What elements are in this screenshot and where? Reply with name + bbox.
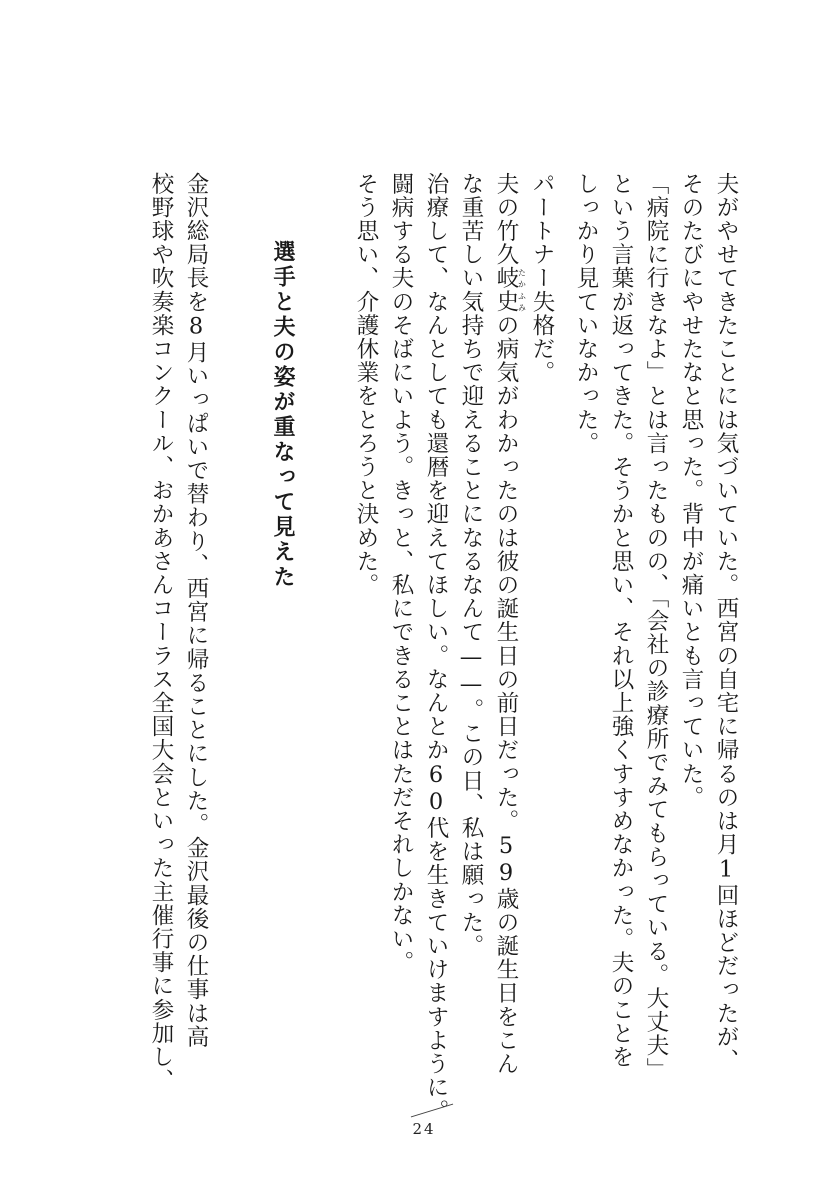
- text-line-6: パートナー失格だ。: [529, 172, 555, 385]
- text-line-13: 校野球や吹奏楽コンクール、おかあさんコーラス全国大会といった主催行事に参加し、: [148, 172, 174, 1093]
- text-line-5: しっかり見ていなかった。: [573, 172, 599, 456]
- text-line-9: 治療して、なんとしても還暦を迎えてほしい。なんとか60代を生きていけますように。: [423, 172, 449, 1123]
- section-heading: 選手と夫の姿が重なって見えた: [270, 240, 295, 590]
- ruby-reading: たかふみ: [517, 266, 527, 314]
- text-line-10: 闘病する夫のそばにいよう。きっと、私にできることはただそれしかない。: [388, 172, 414, 975]
- text-line-2: そのたびにやせたなと思った。背中が痛いとも言っていた。: [678, 172, 704, 810]
- text-line-11: そう思い、介護休業をとろうと決めた。: [353, 172, 379, 597]
- ruby-prefix: 夫の竹久: [493, 172, 519, 267]
- text-line-3: 「病院に行きなよ」とは言ったものの、「会社の診療所でみてもらっている。大丈夫」: [643, 172, 669, 1082]
- text-line-12: 金沢総局長を8月いっぱいで替わり、西宮に帰ることにした。金沢最後の仕事は高: [183, 172, 209, 1049]
- text-line-4: という言葉が返ってきた。そうかと思い、それ以上強くすすめなかった。夫のことを: [608, 172, 634, 1069]
- ruby-base: 岐史: [493, 266, 519, 314]
- name-ruby: [493, 266, 527, 314]
- page-number: 24: [412, 1120, 436, 1138]
- text-line-7: [486, 172, 526, 1076]
- text-line-7-rest: の病気がわかったのは彼の誕生日の前日だった。59歳の誕生日をこん: [493, 313, 519, 1076]
- text-line-8: な重苦しい気持ちで迎えることになるなんて——。この日、私は願った。: [458, 172, 484, 958]
- text-line-1: 夫がやせてきたことには気づいていた。西宮の自宅に帰るのは月1回ほどだったが、: [713, 172, 739, 1073]
